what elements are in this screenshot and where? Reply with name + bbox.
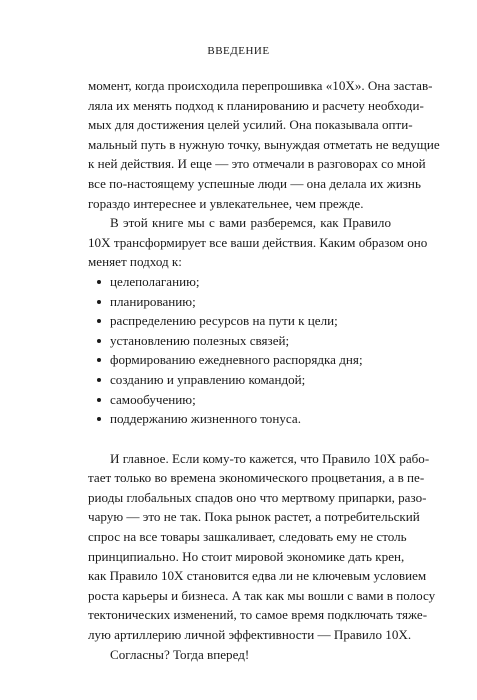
bullet-icon (97, 339, 101, 343)
text-line: В этой книге мы с вами разберемся, как Правило (110, 215, 391, 231)
bullet-icon (97, 417, 101, 421)
list-item: целеполаганию; (88, 272, 391, 292)
paragraph-continuation (88, 76, 440, 213)
text-line: гораздо интереснее и увлекательнее, чем прежде. (88, 195, 364, 211)
paragraph-intro-list (88, 213, 428, 272)
text-line: к ней действия. И еще — это отмечали в разговорах со мной (88, 156, 426, 172)
text-line: меняет подход к: (88, 254, 182, 270)
bullet-list (88, 272, 391, 429)
bullet-icon (97, 378, 101, 382)
list-item: созданию и управлению командой; (88, 370, 391, 390)
paragraph-main-point (88, 449, 436, 645)
list-item: самообучению; (88, 390, 391, 410)
bullet-icon (97, 358, 101, 362)
text-line: момент, когда происходила перепрошивка «10X». Она застав- (88, 78, 433, 93)
text-line: И главное. Если кому-то кажется, что Правило 10X рабо- (110, 450, 430, 466)
bullet-icon (97, 280, 101, 284)
text-line: все по-настоящему успешные люди — она делала их жизнь (88, 175, 421, 191)
text-line: 10X трансформирует все ваши действия. Каким образом оно (88, 234, 428, 250)
list-item: формированию ежедневного распорядка дня; (88, 350, 391, 370)
running-head: ВВЕДЕНИЕ (207, 45, 270, 57)
text-line: ляла их менять подход к планированию и расчету необходи- (88, 97, 424, 113)
text-line: спрос на все товары зашкаливает, следовать ему не столь (88, 529, 407, 545)
text-line: чарую — это не так. Пока рынок растет, а потребительский (88, 509, 420, 525)
text-line: Согласны? Тогда вперед! (110, 646, 250, 662)
text-line: мальный путь в нужную точку, вынуждая отметать не ведущие (88, 136, 440, 152)
bullet-icon (97, 319, 101, 323)
list-item: поддержанию жизненного тонуса. (88, 409, 391, 429)
list-item: установлению полезных связей; (88, 331, 391, 351)
text-line: риоды глобальных спадов оно что мертвому припарки, разо- (88, 489, 427, 505)
bullet-icon (97, 398, 101, 402)
text-line: как Правило 10X становится едва ли не ключевым условием (88, 568, 427, 584)
bullet-icon (97, 300, 101, 304)
paragraph-closing (88, 645, 391, 665)
page-body (88, 76, 440, 664)
list-item: планированию; (88, 292, 391, 312)
text-line: мых для достижения целей усилий. Она показывала опти- (88, 117, 413, 133)
list-item: распределению ресурсов на пути к цели; (88, 311, 391, 331)
text-line: тектонических изменений, то самое время подключать тяже- (88, 607, 428, 623)
text-line: тает только во времена экономического процветания, а в пе- (88, 470, 425, 486)
text-line: лую артиллерию личной эффективности — Правило 10X. (88, 627, 412, 643)
text-line: принципиально. Но стоит мировой экономике дать крен, (88, 548, 405, 564)
text-line: роста карьеры и бизнеса. А так как мы вошли с вами в полосу (88, 587, 436, 603)
